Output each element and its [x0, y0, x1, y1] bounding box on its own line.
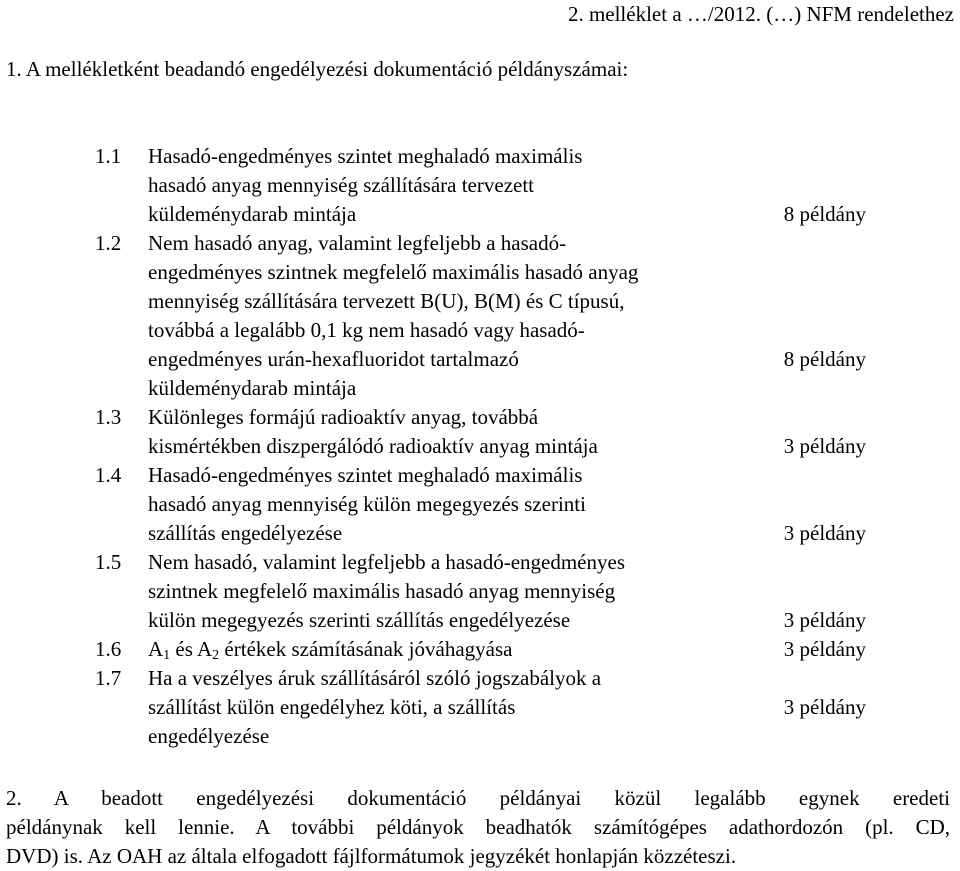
list-item: [0, 664, 960, 751]
list-item: [0, 461, 960, 548]
item-number: 1.7: [95, 666, 122, 690]
item-copies: 3 példány: [783, 695, 866, 719]
item-description: Hasadó-engedményes szintet meghaladó maximális hasadó anyag mennyiség külön megegyezés szerinti szállítás engedélyezése: [148, 463, 586, 545]
item-copies: 3 példány: [783, 434, 866, 458]
item-number: 1.1: [95, 144, 122, 168]
item-description: $A_1$ és $A_2$ értékek számításának jóváhagyása: [148, 637, 513, 663]
item-number: 1.6: [95, 637, 122, 661]
item-description: Hasadó-engedményes szintet meghaladó maximális hasadó anyag mennyiség szállítására tervezett küldeménydarab mintája: [148, 144, 583, 226]
item-description: Nem hasadó, valamint legfeljebb a hasadó-engedményes szintnek megfelelő maximális hasadó anyag mennyiség külön megegyezés szerinti szállítás engedélyezése: [148, 550, 625, 632]
list-item: [0, 229, 960, 403]
item-number: 1.3: [95, 405, 122, 429]
item-number: 1.4: [95, 463, 122, 487]
item-description: Különleges formájú radioaktív anyag, továbbá kismértékben diszpergálódó radioaktív anyag mintája: [148, 405, 598, 458]
item-description: Ha a veszélyes áruk szállításáról szóló jogszabályok a szállítást külön engedélyhez köti, a szállítás engedélyezése: [148, 666, 602, 748]
list-item: [0, 548, 960, 635]
item-copies: 3 példány: [783, 608, 866, 632]
item-number: 1.5: [95, 550, 122, 574]
item-number: 1.2: [95, 231, 122, 255]
item-copies: 8 példány: [783, 202, 866, 226]
item-copies: 3 példány: [783, 521, 866, 545]
copies-list: [0, 142, 960, 751]
item-copies: 8 példány: [783, 347, 866, 371]
list-item: [0, 635, 960, 664]
list-item: [0, 142, 960, 229]
item-description: Nem hasadó anyag, valamint legfeljebb a hasadó- engedményes szintnek megfelelő maximális hasadó anyag mennyiség szállítására tervezett B(U), B(M) és C típusú, továbbá a legalább 0,1 kg nem hasadó vagy hasadó- engedményes urán-hexafluoridot tartalmazó küldeménydarab mintája: [148, 231, 639, 400]
annex-header: 2. melléklet a …/2012. (…) NFM rendelethez: [567, 2, 954, 26]
item-copies: 3 példány: [783, 637, 866, 661]
section-1-title: 1. A mellékletként beadandó engedélyezési dokumentáció példányszámai:: [6, 57, 629, 81]
list-item: [0, 403, 960, 461]
section-2-paragraph: 2. A beadott engedélyezési dokumentáció példányai közül legalább egynek eredeti példánynak kell lennie. A további példányok beadhatók számítógépes adathordozón (pl. CD, DVD) is. Az OAH az általa elfogadott fájlformátumok jegyzékét honlapján közzéteszi.: [6, 786, 950, 868]
